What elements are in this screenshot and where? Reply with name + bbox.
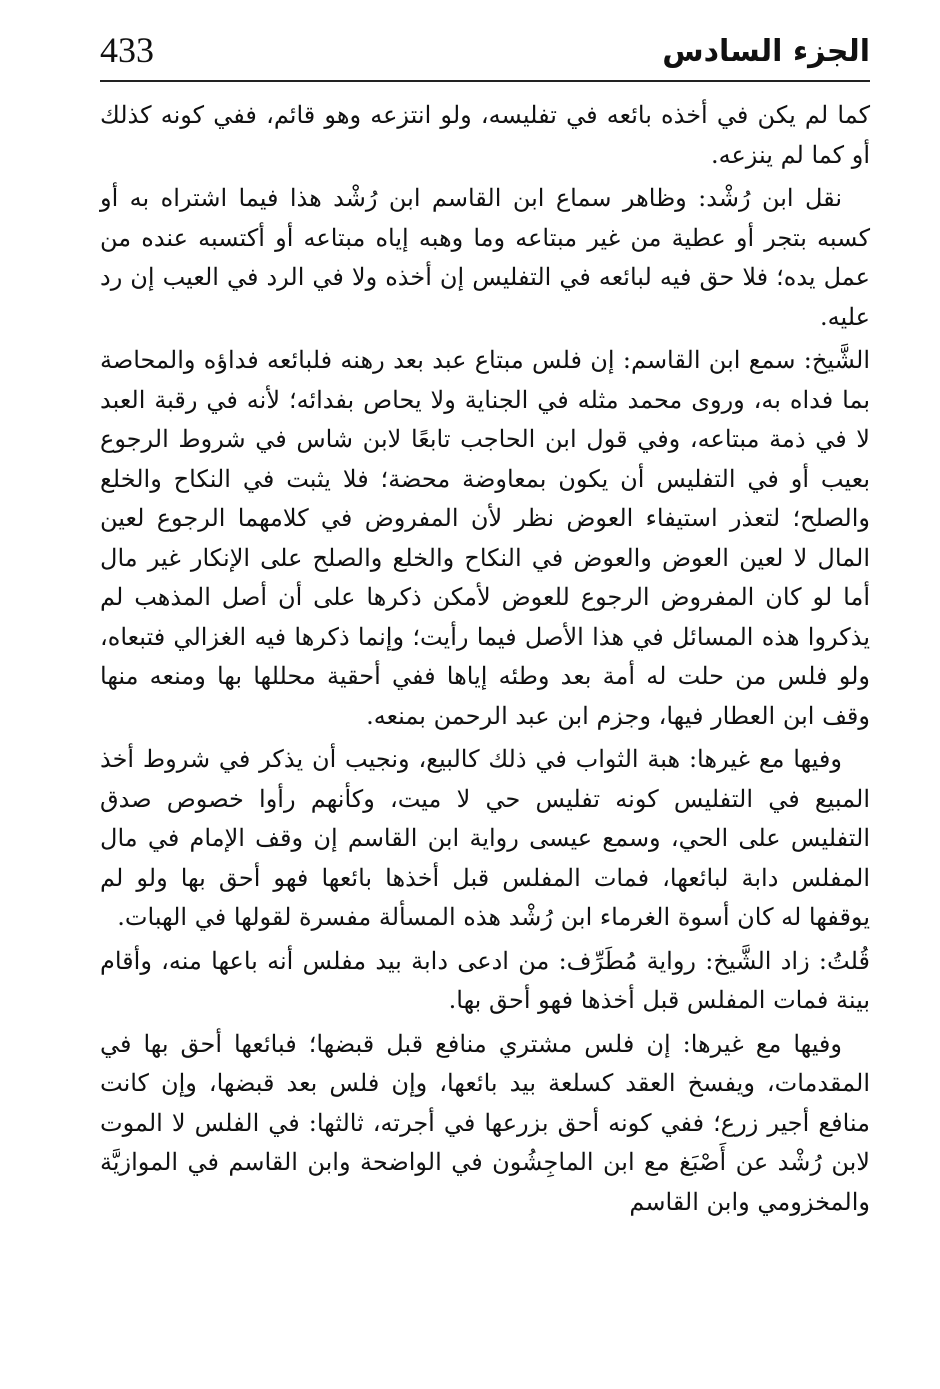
page-header bbox=[100, 28, 870, 80]
paragraph: كما لم يكن في أخذه بائعه في تفليسه، ولو انتزعه وهو قائم، ففي كونه كذلك أو كما لم ينزعه. bbox=[100, 101, 870, 169]
paragraph: قُلتُ: زاد الشَّيخ: رواية مُطَرِّف: من ادعى دابة بيد مفلس أنه باعها منه، وأقام بينة فمات المفلس قبل أخذها فهو أحق بها. bbox=[100, 946, 870, 1014]
paragraph: وفيها مع غيرها: هبة الثواب في ذلك كالبيع، ونجيب أن يذكر في شروط أخذ المبيع في التفليس كونه تفليس حي لا ميت، وكأنهم رأوا خصوص صدق التفليس على الحي، وسمع عيسى رواية ابن القاسم إن وقف الإمام في مال المفلس دابة لبائعها، فمات المفلس قبل أخذها بائعها فهو أحق بها ولو لم يوقفها له كان أسوة الغرماء ابن رُشْد هذه المسألة مفسرة لقولها في الهبات. bbox=[100, 745, 870, 931]
paragraph: وفيها مع غيرها: إن فلس مشتري منافع قبل قبضها؛ فبائعها أحق بها في المقدمات، ويفسخ العقد كسلعة بيد بائعها، وإن فلس بعد قبضها، وإن كانت منافع أجير زرع؛ ففي كونه أحق بزرعها في أجرته، ثالثها: في الفلس لا الموت لابن رُشْد عن أَصْبَغ مع ابن الماجِشُون في الواضحة وابن القاسم في الموازيَّة والمخزومي وابن القاسم bbox=[100, 1029, 870, 1216]
paragraph: نقل ابن رُشْد: وظاهر سماع ابن القاسم ابن رُشْد هذا فيما اشتراه به أو كسبه بتجر أو عطية من غير مبتاعه وما وهبه إياه مبتاعه أو أكتسبه عنده من عمل يده؛ فلا حق فيه لبائعه في التفليس إن أخذه ولا في الرد في العيب إن رد عليه. bbox=[100, 184, 870, 331]
header-divider bbox=[100, 80, 870, 82]
running-title: الجزء السادس bbox=[662, 34, 870, 69]
page-number: 433 bbox=[100, 30, 154, 70]
body-text bbox=[100, 96, 870, 1226]
paragraph: الشَّيخ: سمع ابن القاسم: إن فلس مبتاع عبد بعد رهنه فلبائعه فداؤه والمحاصة بما فداه به، وروى محمد مثله في الجناية ولا يحاص بفدائه؛ لأنه في رقبة العبد لا في ذمة مبتاعه، وفي قول ابن الحاجب تابعًا لابن شاس في شروط الرجوع بعيب أو في التفليس أن يكون بمعاوضة محضة؛ فلا يثبت في النكاح والخلع والصلح؛ لتعذر استيفاء العوض نظر لأن المفروض في كلامهما الرجوع لعين المال لا لعين العوض والعوض في النكاح والخلع والصلح على الإنكار غير مال أما لو كان المفروض الرجوع للعوض لأمكن ذكرها على أن أصل المذهب لم يذكروا هذه المسائل في هذا الأصل فيما رأيت؛ وإنما ذكرها فيه الغزالي فتبعاه، ولو فلس من حلت له أمة بعد وطئه إياها ففي أحقية محللها بها ومنعه منها وقف ابن العطار فيها، وجزم ابن عبد الرحمن بمنعه. bbox=[100, 346, 870, 730]
